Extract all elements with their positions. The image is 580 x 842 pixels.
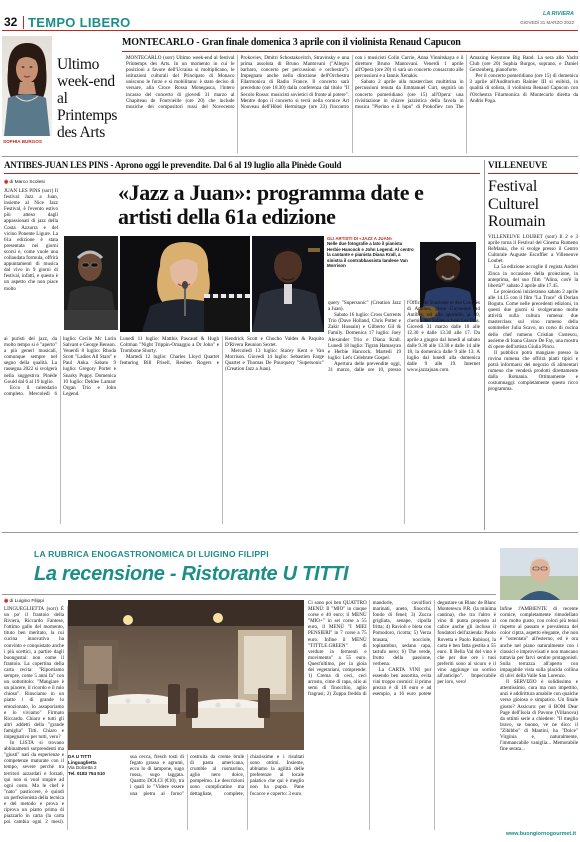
jazz-photo-caption-text: Nelle due fotografie a lato il pianista Herbie Hancock e John Legend. Al centro la cantante e pianista Diana Krall, a sinistra il contrabbassista landese Van Morrison <box>327 241 414 269</box>
top-headline: MONTECARLO - Gran finale domenica 3 aprile con il violinista Renaud Capucon <box>122 37 461 48</box>
villeneuve-rule <box>488 173 578 174</box>
review-byline-text: di Luigino Filippi <box>9 599 44 604</box>
top-headline-rule <box>122 51 578 52</box>
masthead-logo: LA RIVIERA <box>543 11 574 17</box>
review-byline <box>4 599 44 604</box>
jazz-paragraph: Mercoledì 13 luglio: Stacey Kent e Van Morrison. Giovedì 14 luglio: Sebastien Farge Quartet e Thomas De Pourquery "Supersonic" (Creation Jazz a Juan). <box>225 348 324 373</box>
jazz-paragraph: ai puristi del jazz, da molto tempo si è "aperto" a più generi musicali, comunque sempre nel segno della qualità. La rassegna 2022 si svolgerà nella suggestiva Pinède Gould dal 6 al 19 luglio. <box>4 336 57 385</box>
jazz-photo-caption <box>327 236 417 268</box>
jazz-intro-column <box>4 188 58 310</box>
review-kicker: LA RUBRICA ENOGASTRONOMICA DI LUIGINO FILIPPI <box>34 549 269 559</box>
jazz-headline: ANTIBES-JUAN LES PINS - Aprono oggi le prevendite. Dal 6 al 19 luglio alla Pinède Gould <box>4 160 342 170</box>
website-link[interactable]: www.buongiornogourmet.it <box>505 831 576 837</box>
jazz-left-body <box>4 336 116 524</box>
villeneuve-paragraph: VILLENEUVE LOUBET (sorr) Il 2 e 3 aprile torna il Festival del Cinema Rumeno ReMania, che si svolge presso il Centro Culturale Auguste Escoffier a Villeneuve Loubet. <box>488 234 578 265</box>
jazz-byline <box>4 180 45 185</box>
review-paragraph: In LISTA si trovano abbinamenti sorprendenti ma "giusti" nati da esperienze e competenze maturate con il tempo, severe perché tra territori azzardati e forzati, qui non si vuol stupire ad ogni costo. Ma le chef è "nato" pasticcere, è quindi un perfezionista della tecnica e del metodo e prova e riprova un piatto prima di piazzarlo in carta (la carta poi cambia ogni 2 mesi). <box>4 740 64 826</box>
jazz-right-body <box>328 300 480 524</box>
jazz-headline-rule <box>4 173 480 174</box>
issue-date: GIOVEDÌ 31 MARZO 2022 <box>520 20 574 25</box>
restaurant-interior-photo <box>68 600 304 750</box>
review-paragraph: Ci sono poi ben QUATTRO MENÙ: Il "MIO" in cinque corse e 40 euro; il MENÙ "MIO+" in sei corse a 55 euro, il MENÙ "I MIEI PENSIERI" in 7 corse a 75 euro. Infine il MENÙ "TITTLE.GREEN" di verdure in fermenti e movimento" a 55 euro. Quest'ultimo, per la gioia dei vegetariani, comprende: 1) Crema di ceci, ceci arrosto, cime di rapa, olio ai semi di finocchio, aglio fragrasi; 2) Zuppa fredda di mandorle, cavolfiori marinati, aneto, finocchi, fondo di fenel; 3) Zucca grigliata, senape, cipolla fritta; 4) Ravioli e bieta con Pomodoro, ricotta; 5) Verza brasata, nocciole, topinambur, sedano rapa, tartufo nero; 6) The verde, frutto della passione, verbena. <box>308 600 432 698</box>
page-number: 32 <box>4 15 18 29</box>
top-article-body <box>126 55 578 153</box>
review-right-columns <box>308 600 496 830</box>
jazz-paragraph: query "Supersonic" (Creation Jazz a Juan). <box>328 300 401 313</box>
review-last-column <box>500 606 578 830</box>
jazz-paragraph: Sabato 16 luglio: Cross Currents Trio (Dave Holland, Chris Potter e Zakir Hussain) e Gilberto Gil & Family. Domenica 17 luglio: Joey Alexander Trio e Diana Krall. Lunedì 18 luglio: Tigran Hamasyan e Herbie Hancock. Martedì 19 luglio: Let's Celebrate Gospel. <box>328 312 401 361</box>
jazz-title: «Jazz a Juan»: programma date e artisti della 61a edizione <box>118 180 424 229</box>
review-paragraph: Infine l'AMBIENTE di recente cornice, completamente rimodellato con molto gusto, con colori più tenui rispetto al passato e prevalenza del color ciptra, aspetto elegante, che non è "ostentato" all'esterno, ed è ora anche nel piano naturalmente con i classici e improvvisati e non mancano tuttavia per farvi sentire protagonisti. Sulla terrazza all'aperto con impagabile vista sulla placida collina di ulivi della Valle San Lorenzo. <box>500 606 578 680</box>
villeneuve-paragraph: La 5a edizione accoglie il regista Andrei Zinca in occasione della proiezione, in anteprima, del suo film "Alina, cos'è la libertà?" sabato 2 aprile alle 17.45. <box>488 264 578 289</box>
jazz-paragraph: Martedì 12 luglio: Charles Lloyd Quartet featuring Bill Frisell, Reuben Rogers e Kendrick Scott e Chucho Valdes & Paquito D'Rivera Reunion Sextet. <box>120 336 324 367</box>
byline-marker: ◉ <box>4 180 10 185</box>
luigino-filippi-photo <box>500 548 578 600</box>
villeneuve-paragraph: Il pubblico potrà mangiare presso la rovina rumena che offrirà piatti tipici e potrà informarsi del negozio di alimentari rumeno che venderà prodotti direttamente dalla Romania. Ottimamente e costumnaggi: completamente questo ricco programma. <box>488 349 578 393</box>
byline-marker: ◉ <box>4 599 10 604</box>
jazz-paragraph: Lunedì 11 luglio: Matthis Pascaud & Hugh Coltman "Night Trippin-Omaggio a Dr John" e Trombone Shorty. <box>120 336 219 355</box>
jazz-byline-text: di Marco Scolesi <box>9 180 45 185</box>
sidebar-divider <box>484 160 485 530</box>
top-paragraph: Sabato 2 aprile alla masterclass multitrina in percussioni tenuta da Emmanuel Curt, seguirà un concerto pomeridiano (ore 15) all'Opera: una rivisitazione in chiave jazzistica della favola in musica "Pierino e il lupo" di Prokofiev con The Amazing Keystone Big Band. La sera allo Yacht Club (ore 20) Sophia Burgos, soprano, e Daniel Gerzenberg, pianoforte. <box>355 55 578 110</box>
jazz-paragraph: JUAN LES PINS (sorr) Il festival Jazz a Juan, insieme al Nice Jazz Festival, è l'evento estivo più atteso dagli appassionati di jazz della Costa Azzurra e del vicino Ponente Ligure. La 61a edizione è stata presentata nei giorni scorsi e, come vuole una collaudata formula, offrirà appuntamenti di musica dal vivo in 9 giorni di festival, infatti, e questo è un aspetto che non piace molto <box>4 188 58 292</box>
villeneuve-paragraph: Le proiezioni inizieranno sabato 2 aprile alle 14.15 con il film "La Trace" di Dorian Bogutu. Come nelle precedenti edizioni, in questi due giorni si svolgeranno molte attività sulla cultura rumena: due masterclass sul vino rumeno della sommelier Julia Scavo, un corso di cucina dello chef rumeno Cristian Costescu, assieme di Ioana Glasce De Fay, una mostra di opere dell'artista Giulia Pincu. <box>488 288 578 350</box>
diana-krall-photo <box>120 236 250 332</box>
sophia-burgos-photo <box>2 36 52 136</box>
section-divider <box>2 156 578 157</box>
review-first-column <box>4 606 64 830</box>
jazz-paragraph: Apertura delle prevendite oggi, 31 marzo, dalle ore 10, presso l'Office de Tourisme et des Congrès di Antibes, place Guynemer ad Antibes, ed allo sportello al 60, chemin des Sables a Juan Les Pins. Giovedì 31 marzo dalle 10 alle 12.30 e dalle 13.30 alle 17. Da aprile a giugno dal lunedì al sabato dalle 9.30 alle 13.30 e dalle 14 alle 18, la domenica dalle 9 alle 13. A luglio dal lunedì alla domenica dalle 9 alle 19. Internet www.jazzajuan.com. <box>328 300 480 374</box>
section-title: TEMPO LIBERO <box>28 14 131 30</box>
review-paragraph: sua cecca, fresch tosti di fegato grasso e agrumi, ecco lo di lampone, sugo rossa, sugo laggata. Quattro DOLCI (€10), tra i quali le "Videre essere una pietra al forno" costruita da creme brulè di pasta americana, crumble al rosmarino, aglio nero dolce, pompelmo. Le descrizioni sono complicatine ma dettagliate, complete, chiarissime e i risultati sono ottimi. Insieme, abbiamo la agilità delle preferenze al locale palatico che qui è meglio non ha pupra. Pane focacce e coperto: 3 euro. <box>130 754 304 797</box>
restaurant-info-line: Linguaglietta <box>68 759 97 765</box>
restaurant-info-line: Tel. 0183 754 510 <box>68 770 105 776</box>
review-paragraph: Il SERVIZIO è solidissimo e attentissimo, cura ma non impettito, anzi è addirittura amabile con qualche verso gioioso e simpatico. Un finale giusto? Assicuro: per il BOM Dear Page dell'Isola di Pavone (Villanova) da ottimi serie a chiedere: "Il meglio bravo, se buono, ve ne dico: il "Zibibbo" di Mantini, ha "Dolce" Virginia e, naturalmente, l'immancabile vaniglia... Memorabile fine serata... <box>500 679 578 753</box>
jazz-photo-caption-title: GLI ARTISTI DI «JAZZ A JUAN» <box>327 236 393 241</box>
villeneuve-headline: VILLENEUVE <box>488 160 548 170</box>
photo-caption: SOPHIA BURGOS <box>3 139 42 144</box>
section-divider <box>2 532 578 533</box>
top-title: Ultimo week-end al Printemps des Arts <box>57 56 118 141</box>
jazz-mid-body <box>120 336 324 524</box>
review-rule <box>2 594 496 595</box>
header-rule <box>2 30 578 31</box>
review-paragraph: La CARTA VINI pur essendo ben assortita, evita vini troppo cosmici: il primo prezzo è di 18 euro e ad esempio, a 16 euro potete degustare un Blanc de Blanc Monteresco P.R. (la minima cantina), che tra l'altro è vino di punta proposto al calice anche gli incluso il fondatori dell'azienda: Paolo Rovetta e Paolo Rubino), la carta è ben fatta gestita a 55 euro. Il Bella Val del vino è che per due ore i tuoi preferiti sono al sicuro e il vino aggiunge un sorriso all'anticipo". Impeccabile per loro, vero! <box>372 600 496 698</box>
review-title: La recensione - Ristorante U TITTI <box>34 563 349 585</box>
restaurant-info-title: DA U TITTI <box>68 754 92 759</box>
villeneuve-body <box>488 234 578 528</box>
top-paragraph: Per il concerto pomeridiano (ore 15) di domenica 3 aprile all'Auditorium Rainier III si esibirà, in qualità di solista, il violinista Renaud Capucon con l'Orchestra Filarmonica di Montecarlo diretta da Andris Poga. <box>469 73 578 104</box>
jazz-paragraph: Ecco il calendario completo. Mercoledì 6 luglio: Cecile Mc Lorin Salvant e George Benson. Venerdì 8 luglio: Rhoda Scott "Ladies All Stars" e Paul Anka. Sabato 9 luglio: Gregory Porter e Snarky Puppy. Domenica 10 luglio: Dehlee Lamarr Organ Trio e John Legend. <box>4 336 116 397</box>
restaurant-info-line: Via Dolcetta 2 <box>68 765 97 771</box>
review-paragraph: LINGUEGLIETTA (sorr) È un po' il frantoio della Riviera, Riccardo Fantese, l'ottimo gallo del momento, tituto ben meritato, la cui cucina innovativa ha convinto e conquistato anche i più scettici, a partire dagli buongustai: non come il frantoio. La copertina della carta recita: "Riportiamo sempre, come 5 anni fa" con un sottotitolo: "Mangiare è un piacere, il ricordo e il mio chioso". Riusciamo in un piatto i di grande lo emozionato, lo assaporiamo e lo viviamo" Firmato Riccardo. Chiaro e tutti gli altri addetti della "grande famiglia" Titti. Chiaro e impegnativo per tutti, vero? <box>4 606 64 740</box>
john-legend-photo <box>252 236 324 332</box>
top-paragraph: MONTECARLO (sorr) Ultimo week-end al festival Printemps des Arts. In un momento in cui le posizioni a favore dell'Ucraina si moltiplicano, le istituzioni culturali del Principato di Monaco uniscono le forze e si mobilitano: è stato deciso di versare, alla Croce Rossa Monegasca, l'intero incasso del concerto di giovedì 31 marzo al Chapiteau de Fontvieille (ore 20) che include musiche dei compositori russi del Novecento Prokoviev, Dmitri Schostakovitch, Stravinsky e una prima assoluta di Bruno Mantovani ("Allegro barbaro, concerto per percussioni e orchestra"). Impegnato anche nella direzione dell'Orchestra Filarmonica di Radio France. Il concerto sarà preceduto (ore 18.30) dalla conferenza dal titolo "Il Secolo Rosso: musicisti sovietici di fronte al potere". Mentre dopo il concerto si terrà nella cornice Art Nouveau dell'Hôtel Hermitage (ore 23) l'incontro con i musicisti Colin Currie, Anna Vinnitskaya e il direttore Bruno Mantovani. Venerdì 1 aprile all'Opera (ore 20) vi sarà un concerto consacrato alle percussioni e a Iannis Xenakis. <box>126 55 464 110</box>
herbie-hancock-photo <box>64 236 118 330</box>
villeneuve-title: Festival Culturel Roumain <box>488 178 546 230</box>
restaurant-info-box <box>68 754 124 776</box>
review-under-photo <box>130 754 304 830</box>
page-number-divider <box>23 16 24 29</box>
page-header <box>0 0 580 30</box>
